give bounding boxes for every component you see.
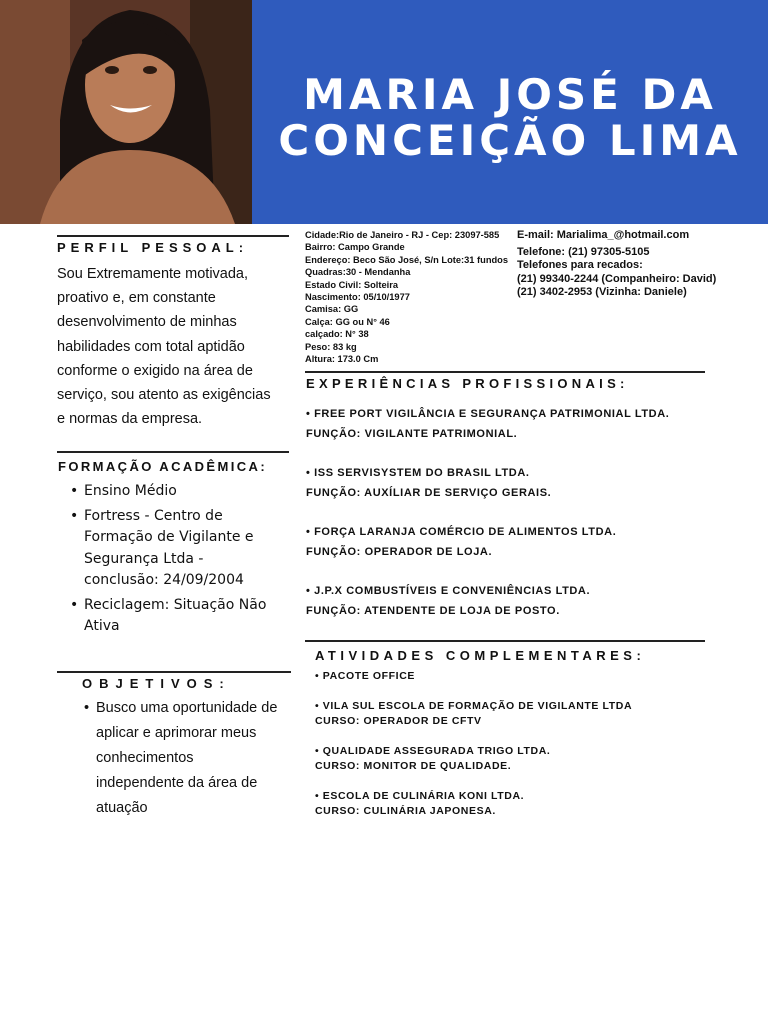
- full-name: [252, 72, 768, 164]
- formacao-item: • Ensino Médio: [70, 481, 280, 503]
- objetivos-rule: [57, 671, 291, 673]
- experiencia-company: • ISS SERVISYSTEM DO BRASIL LTDA.: [306, 467, 530, 479]
- name-line-2: CONCEIÇÃO LIMA: [278, 116, 742, 165]
- objetivos-title: OBJETIVOS:: [82, 676, 231, 691]
- atividade-course: CURSO: OPERADOR DE CFTV: [315, 715, 482, 727]
- experiencia-item: [306, 522, 726, 562]
- recados-label: Telefones para recados:: [517, 259, 643, 272]
- experiencia-role: FUNÇÃO: AUXÍLIAR DE SERVIÇO GERAIS.: [306, 487, 552, 499]
- experiencia-item: [306, 581, 726, 621]
- info-line: Nascimento: 05/10/1977: [305, 292, 410, 303]
- perfil-text: Sou Extremamente motivada, proativo e, em constante desenvolvimento de minhas habilidades com total aptidão conforme o exigido na área de serviço, sou atento as exigências e normas da empresa.: [57, 266, 271, 428]
- experiencia-role: FUNÇÃO: OPERADOR DE LOJA.: [306, 546, 493, 558]
- atividade-item: [315, 789, 735, 820]
- atividades-rule: [305, 640, 705, 642]
- info-line: Cidade:Rio de Janeiro - RJ - Cep: 23097-585: [305, 230, 500, 240]
- recado-phone-2: (21) 3402-2953 (Vizinha: Daniele): [517, 285, 687, 298]
- info-line: Altura: 173.0 Cm: [305, 354, 379, 365]
- recado-phone-1: (21) 99340-2244 (Companheiro: David): [517, 272, 717, 285]
- experiencia-item: [306, 404, 726, 444]
- perfil-title: PERFIL PESSOAL:: [57, 240, 249, 255]
- atividade-item: [315, 669, 735, 685]
- experiencia-role: FUNÇÃO: VIGILANTE PATRIMONIAL.: [306, 428, 518, 440]
- atividades-list: [315, 669, 735, 834]
- experiencia-item: [306, 463, 726, 503]
- info-line: calçado: N° 38: [305, 329, 369, 340]
- personal-info: [305, 229, 515, 365]
- atividade-line: • VILA SUL ESCOLA DE FORMAÇÃO DE VIGILANTE LTDA: [315, 699, 633, 712]
- info-line: Endereço: Beco São José, S/n Lote:31 fundos: [305, 254, 509, 265]
- email-text: E-mail: Marialima_@hotmail.com: [517, 229, 690, 241]
- info-line: Calça: GG ou N° 46: [305, 316, 390, 327]
- atividade-line: • ESCOLA DE CULINÁRIA KONI LTDA.: [315, 789, 525, 802]
- experiencias-rule: [305, 371, 705, 373]
- name-line-1: MARIA JOSÉ DA: [303, 70, 717, 119]
- formacao-rule: [57, 451, 289, 453]
- atividade-line: • QUALIDADE ASSEGURADA TRIGO LTDA.: [315, 744, 551, 757]
- atividades-title: ATIVIDADES COMPLEMENTARES:: [315, 648, 646, 663]
- perfil-rule: [57, 235, 289, 237]
- profile-photo: [0, 0, 252, 224]
- objetivos-item: • Busco uma oportunidade de aplicar e aprimorar meus conhecimentos independente da área de atuação: [84, 696, 284, 821]
- experiencias-list: [306, 404, 726, 640]
- formacao-title: FORMAÇÃO ACADÊMICA:: [58, 459, 268, 474]
- phone-text: Telefone: (21) 97305-5105: [517, 246, 650, 259]
- info-line: Camisa: GG: [305, 304, 359, 315]
- atividade-item: [315, 699, 735, 730]
- experiencia-company: • FORÇA LARANJA COMÉRCIO DE ALIMENTOS LTDA.: [306, 526, 617, 538]
- info-line: Estado Civil: Solteira: [305, 279, 398, 290]
- info-line: Quadras:30 - Mendanha: [305, 267, 411, 278]
- info-line: Bairro: Campo Grande: [305, 242, 405, 253]
- atividade-course: CURSO: MONITOR DE QUALIDADE.: [315, 760, 512, 772]
- portrait-illustration: [0, 0, 252, 224]
- formacao-item: • Reciclagem: Situação Não Ativa: [70, 595, 280, 638]
- objetivos-list: [84, 696, 284, 821]
- atividade-line: • PACOTE OFFICE: [315, 670, 415, 682]
- info-line: Peso: 83 kg: [305, 341, 357, 352]
- experiencia-company: • J.P.X COMBUSTÍVEIS E CONVENIÊNCIAS LTDA.: [306, 585, 591, 597]
- contact-info: [517, 229, 757, 299]
- formacao-list: [70, 481, 280, 641]
- experiencia-role: FUNÇÃO: ATENDENTE DE LOJA DE POSTO.: [306, 605, 560, 617]
- experiencia-company: • FREE PORT VIGILÂNCIA E SEGURANÇA PATRIMONIAL LTDA.: [306, 408, 670, 420]
- atividade-item: [315, 744, 735, 775]
- experiencias-title: EXPERIÊNCIAS PROFISSIONAIS:: [306, 376, 629, 391]
- atividade-course: CURSO: CULINÁRIA JAPONESA.: [315, 805, 496, 817]
- formacao-item: • Fortress - Centro de Formação de Vigilante e Segurança Ltda - conclusão: 24/09/2004: [70, 506, 280, 592]
